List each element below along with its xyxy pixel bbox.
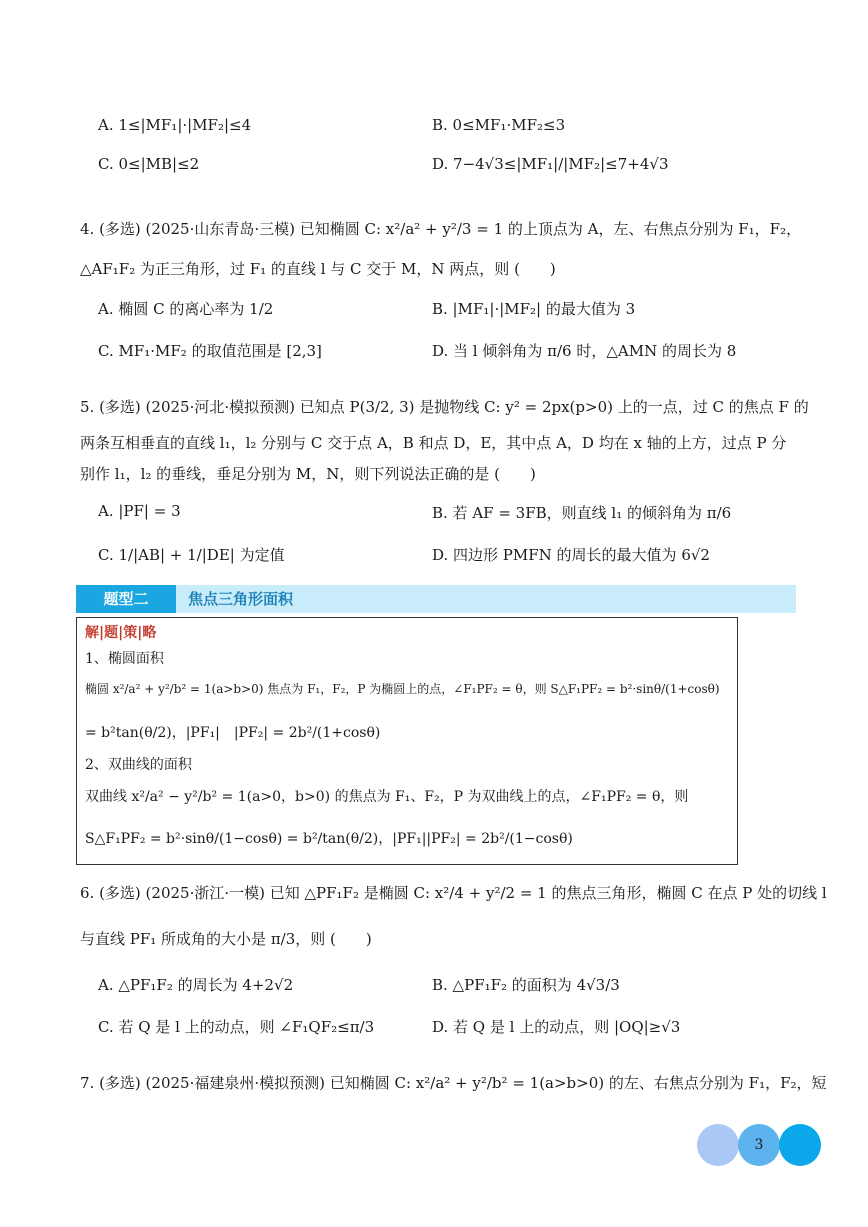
question-4-option-b: B. |MF₁|·|MF₂| 的最大值为 3 xyxy=(432,300,636,318)
question-5-line-3: 别作 l₁，l₂ 的垂线，垂足分别为 M，N，则下列说法正确的是 ( ) xyxy=(80,465,536,483)
strategy-line-4: 2、双曲线的面积 xyxy=(85,757,192,773)
question-5-option-d: D. 四边形 PMFN 的周长的最大值为 6√2 xyxy=(432,546,710,564)
question-4-option-c: C. MF₁·MF₂ 的取值范围是 [2,3] xyxy=(98,342,322,360)
page-number-badge xyxy=(697,1124,821,1166)
strategy-heading: 解|题|策|略 xyxy=(85,625,157,641)
question-4-option-a: A. 椭圆 C 的离心率为 1/2 xyxy=(98,300,274,318)
question-7-line-1: 7. (多选) (2025·福建泉州·模拟预测) 已知椭圆 C: x²/a² + y²/b² = 1(a>b>0) 的左、右焦点分别为 F₁，F₂，短 xyxy=(80,1074,827,1092)
strategy-line-3: = b²tan(θ/2)，|PF₁| |PF₂| = 2b²/(1+cosθ) xyxy=(85,725,381,741)
question-6-option-d: D. 若 Q 是 l 上的动点，则 |OQ|≥√3 xyxy=(432,1018,681,1036)
question-5-line-2: 两条互相垂直的直线 l₁，l₂ 分别与 C 交于点 A，B 和点 D，E，其中点 A，D 均在 x 轴的上方，过点 P 分 xyxy=(80,434,787,452)
prev-option-b: B. 0≤MF₁·MF₂≤3 xyxy=(432,116,566,134)
strategy-line-6: S△F₁PF₂ = b²·sinθ/(1−cosθ) = b²/tan(θ/2)，|PF₁||PF₂| = 2b²/(1−cosθ) xyxy=(85,831,573,847)
question-5-option-b: B. 若 AF = 3FB，则直线 l₁ 的倾斜角为 π/6 xyxy=(432,504,732,522)
strategy-line-5: 双曲线 x²/a² − y²/b² = 1(a>0，b>0) 的焦点为 F₁、F₂，P 为双曲线上的点，∠F₁PF₂ = θ，则 xyxy=(85,789,689,805)
question-6-line-2: 与直线 PF₁ 所成角的大小是 π/3，则 ( ) xyxy=(80,930,372,948)
page-number: 3 xyxy=(754,1137,764,1153)
question-6-option-c: C. 若 Q 是 l 上的动点，则 ∠F₁QF₂≤π/3 xyxy=(98,1018,375,1036)
question-5-option-c: C. 1/|AB| + 1/|DE| 为定值 xyxy=(98,546,285,564)
question-6-option-b: B. △PF₁F₂ 的面积为 4√3/3 xyxy=(432,976,620,994)
question-4-option-d: D. 当 l 倾斜角为 π/6 时，△AMN 的周长为 8 xyxy=(432,342,737,360)
question-6-option-a: A. △PF₁F₂ 的周长为 4+2√2 xyxy=(98,976,294,994)
question-4-line-2: △AF₁F₂ 为正三角形，过 F₁ 的直线 l 与 C 交于 M，N 两点，则 ( ) xyxy=(80,260,556,278)
page-circle-right xyxy=(779,1124,821,1166)
section-header xyxy=(76,585,796,613)
strategy-line-2: 椭圆 x²/a² + y²/b² = 1(a>b>0) 焦点为 F₁，F₂，P 为椭圆上的点，∠F₁PF₂ = θ，则 S△F₁PF₂ = b²·sinθ/(1+cosθ) xyxy=(85,682,720,696)
question-5-option-a: A. |PF| = 3 xyxy=(98,502,181,520)
prev-option-d: D. 7−4√3≤|MF₁|/|MF₂|≤7+4√3 xyxy=(432,155,669,173)
strategy-box xyxy=(76,617,738,865)
prev-option-c: C. 0≤|MB|≤2 xyxy=(98,155,200,173)
question-5-line-1: 5. (多选) (2025·河北·模拟预测) 已知点 P(3/2, 3) 是抛物线 C: y² = 2px(p>0) 上的一点，过 C 的焦点 F 的 xyxy=(80,398,809,416)
section-title: 焦点三角形面积 xyxy=(188,590,294,608)
question-6-line-1: 6. (多选) (2025·浙江·一模) 已知 △PF₁F₂ 是椭圆 C: x²/4 + y²/2 = 1 的焦点三角形，椭圆 C 在点 P 处的切线 l xyxy=(80,884,827,902)
strategy-line-1: 1、椭圆面积 xyxy=(85,651,164,667)
prev-option-a: A. 1≤|MF₁|·|MF₂|≤4 xyxy=(98,116,252,134)
question-4-line-1: 4. (多选) (2025·山东青岛·三模) 已知椭圆 C: x²/a² + y²/3 = 1 的上顶点为 A，左、右焦点分别为 F₁，F₂， xyxy=(80,220,802,238)
page-circle-left xyxy=(697,1124,739,1166)
section-tag: 题型二 xyxy=(76,585,176,613)
